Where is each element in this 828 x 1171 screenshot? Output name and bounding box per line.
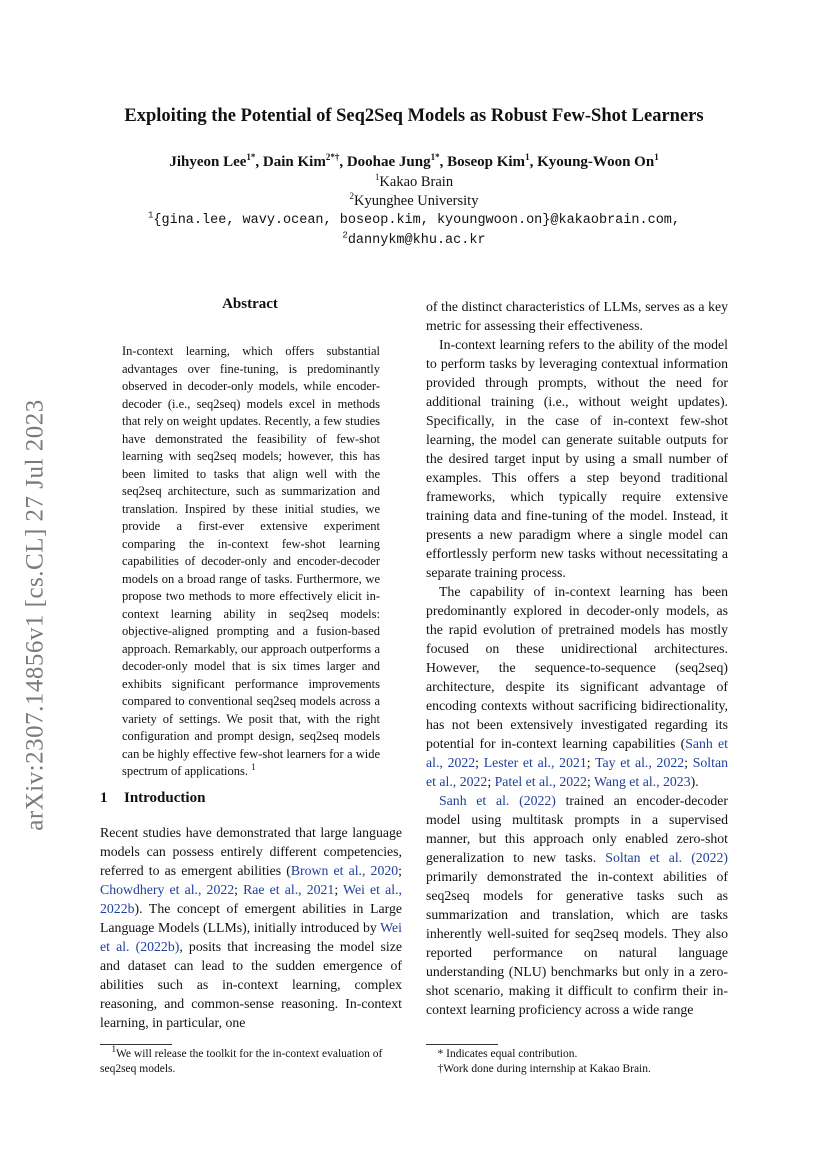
arxiv-identifier-text: arXiv:2307.14856v1 [cs.CL] 27 Jul 2023 <box>22 399 49 831</box>
abstract-heading: Abstract <box>222 296 278 312</box>
citation-link[interactable]: Soltan et al. (2022) <box>605 850 728 865</box>
arxiv-identifier <box>4 380 68 850</box>
author: Dain Kim$^{2*\dagger}$, <box>262 152 347 170</box>
citation-link[interactable]: Wei et al., 2022b <box>100 882 402 916</box>
footnote-internship: †Work done during internship at Kakao Brain. <box>437 1063 651 1075</box>
intro-paragraph: In-context learning refers to the ability of the model to perform tasks by leveraging contextual information provided through prompts, without the need for additional training (i.e., without weight updates). Specifically, in the case of in-context few-shot learning, the model can generate suitable outputs for the desired target input by using a small number of examples. This offers a step beyond traditional frameworks, which typically require extensive training data and fine-tuning of the model. Instead, it presents a new paradigm where a single model can effortlessly perform new tasks without necessitating a separate training process. <box>426 337 728 580</box>
citation-link[interactable]: Sanh et al. (2022) <box>439 793 556 808</box>
paper-title: Exploiting the Potential of Seq2Seq Models as Robust Few-Shot Learners <box>124 106 704 126</box>
email-line-2: $^2$dannykm@khu.ac.kr <box>342 230 486 248</box>
citation-link[interactable]: Tay et al., 2022 <box>595 755 685 770</box>
intro-paragraph-continued: of the distinct characteristics of LLMs, serves as a key metric for assessing their effectiveness. <box>426 299 728 333</box>
citation-link[interactable]: Brown et al., 2020 <box>290 863 399 878</box>
intro-left-column <box>100 823 402 1032</box>
author-list <box>0 154 828 171</box>
email-line-1: $^1${gina.lee, wavy.ocean, boseop.kim, kyoungwoon.on}@kakaobrain.com, <box>148 210 680 228</box>
citation-link[interactable]: Chowdhery et al., 2022 <box>100 882 235 897</box>
intro-paragraph: Recent studies have demonstrated that large language models can possess entirely different competencies, referred to as emergent abilities (Brown et al., 2020; Chowdhery et al., 2022; Rae et al., 2021; Wei et al., 2022b). The concept of emergent abilities in Large Language Models (LLMs), initially introduced by Wei et al. (2022b), posits that increasing the model size and dataset can lead to the sudden emergence of abilities such as in-context learning, complex reasoning, and common-sense reasoning. In-context learning, in particular, one <box>100 825 402 1030</box>
citation-link[interactable]: Lester et al., 2021 <box>483 755 587 770</box>
affiliation-1: $^1$Kakao Brain <box>374 172 454 190</box>
footnote-equal-contribution: * Indicates equal contribution. <box>437 1048 578 1060</box>
affiliation-2: $^2$Kyunghee University <box>349 191 479 209</box>
author: Doohae Jung$^{1*}$, <box>346 152 448 170</box>
footnote-rule <box>426 1044 498 1045</box>
section-number: 1 <box>100 790 108 806</box>
citation-link[interactable]: Soltan et al., 2022 <box>426 755 728 789</box>
citation-link[interactable]: Rae et al., 2021 <box>243 882 335 897</box>
footnote-left: $^1$We will release the toolkit for the in-context evaluation of seq2seq models. <box>100 1044 383 1075</box>
citation-link[interactable]: Patel et al., 2022 <box>494 774 587 789</box>
citation-link[interactable]: Wei et al. (2022b) <box>100 920 402 954</box>
citation-link[interactable]: Sanh et al., 2022 <box>426 736 729 770</box>
abstract-text: In-context learning, which offers substantial advantages over fine-tuning, is predominantly observed in decoder-only models, while encoder-decoder (i.e., seq2seq) models excel in methods that rely on weight updates. Recently, a few studies have demonstrated the feasibility of few-shot learning with seq2seq models; however, this has been limited to tasks that align well with the seq2seq architecture, such as summarization and translation. Inspired by these initial studies, we provide a first-ever extensive experiment comparing the in-context few-shot learning capabilities of decoder-only and encoder-decoder models on a broad range of tasks. Furthermore, we propose two methods to more effectively elicit in-context learning ability in seq2seq models: objective-aligned prompting and a fusion-based approach. Remarkably, our approach outperforms a decoder-only model that is six times larger and exhibits significant performance improvements compared to conventional seq2seq models across a variety of settings. We posit that, with the right configuration and prompt design, seq2seq models can be highly effective few-shot learners for a wide spectrum of applications. <box>122 344 380 778</box>
abstract-body <box>122 343 380 781</box>
citation-link[interactable]: Wang et al., 2023 <box>594 774 691 789</box>
author: Boseop Kim$^1$, <box>447 152 538 170</box>
author: Kyoung-Woon On$^1$ <box>537 152 659 170</box>
section-heading-introduction <box>100 790 400 807</box>
intro-paragraph: Sanh et al. (2022) trained an encoder-decoder model using multitask prompts in a supervised manner, but this approach only enabled zero-shot generalization to new tasks. Soltan et al. (2022) primarily demonstrated the in-context abilities of seq2seq models for generative tasks such as summarization and translation, which are tasks inherently well-suited for seq2seq models. They also reported performance on natural language understanding (NLU) benchmarks but only in a zero-shot scenario, making it difficult to confirm their in-context learning proficiency across a wide range <box>426 793 728 1017</box>
footnote-ref[interactable]: 1 <box>251 761 256 772</box>
section-title: Introduction <box>124 790 206 806</box>
intro-paragraph: The capability of in-context learning has been predominantly explored in decoder-only models, as the rapid evolution of pretrained models has mostly focused on these unidirectional architectures. However, the sequence-to-sequence (seq2seq) architecture, despite its significant advantage of encoding contexts without sacrificing bidirectionality, has not been extensively investigated regarding its potential for in-context learning capabilities (Sanh et al., 2022; Lester et al., 2021; Tay et al., 2022; Soltan et al., 2022; Patel et al., 2022; Wang et al., 2023). <box>426 584 729 789</box>
author: Jihyeon Lee$^{1*}$, <box>169 152 263 170</box>
intro-right-column <box>426 297 728 1019</box>
